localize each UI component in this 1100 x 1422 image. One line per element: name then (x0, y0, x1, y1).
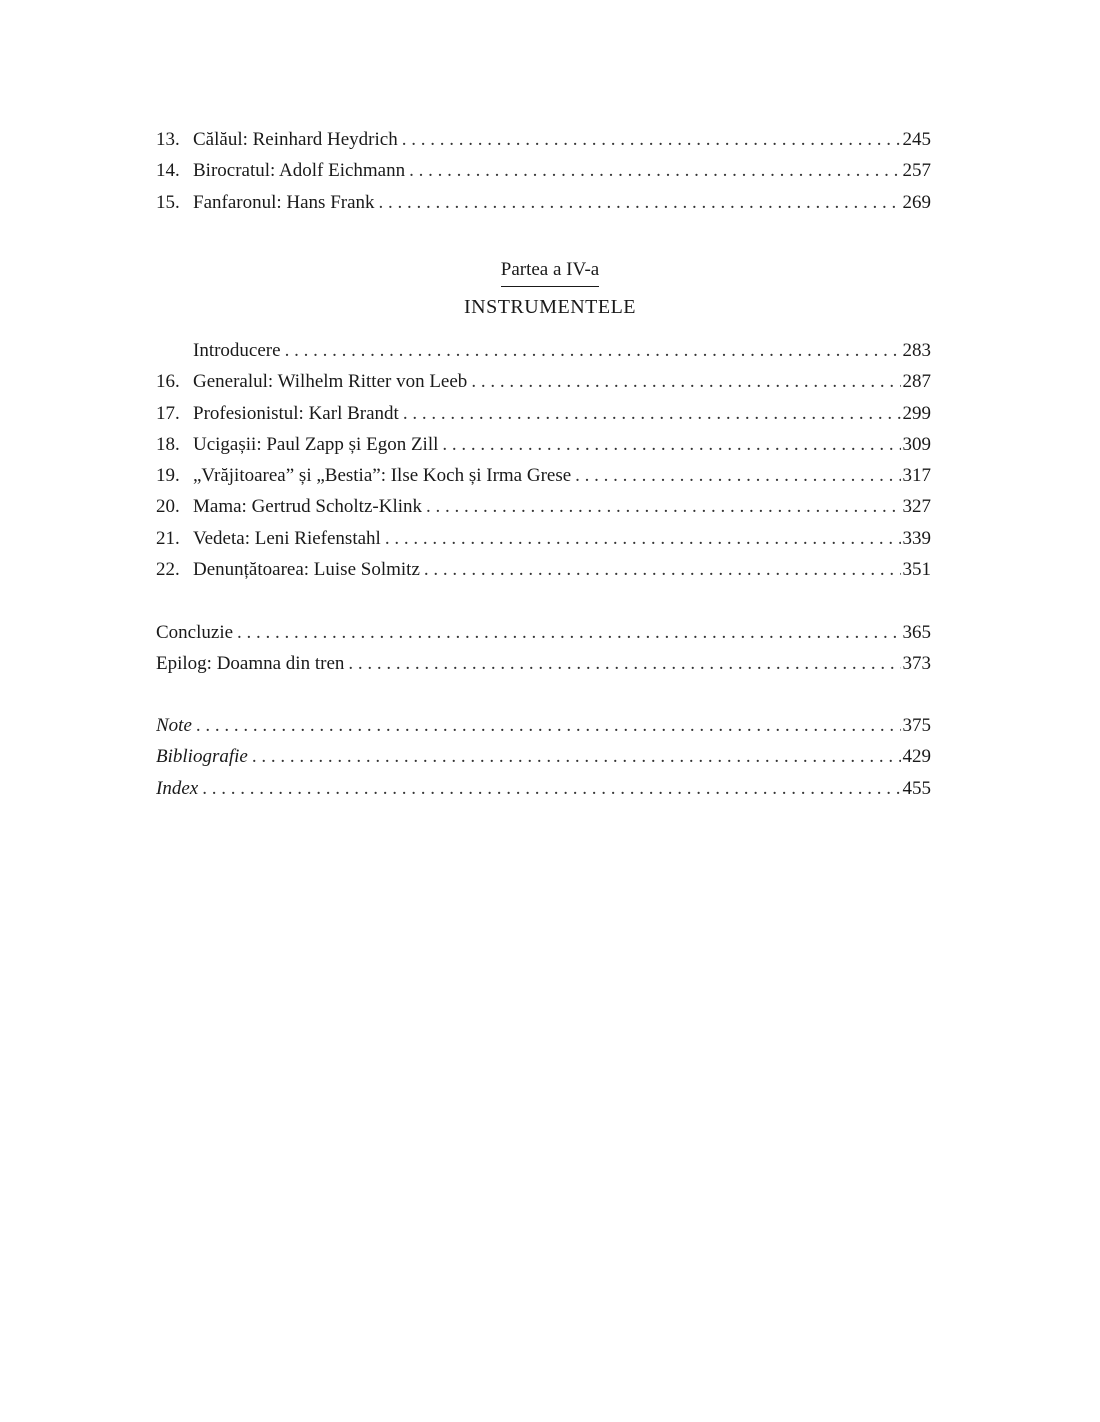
toc-entry-title: Concluzie (156, 622, 234, 643)
toc-entry (156, 335, 931, 366)
toc-entry-title: „Vrăjitoarea” și „Bestia”: Ilse Koch și Irma Grese (193, 465, 572, 487)
toc-entry (156, 155, 931, 186)
toc-entry (156, 187, 931, 218)
toc-leader-dots (575, 460, 900, 491)
toc-closing (156, 617, 931, 680)
toc-leader-dots (471, 366, 900, 397)
toc-entry-page: 299 (902, 402, 931, 424)
toc-entry-number: 18. (156, 433, 180, 455)
toc-entry (156, 710, 931, 741)
toc-entry-page: 429 (902, 746, 931, 768)
toc-leader-dots (285, 335, 901, 366)
toc-entry (156, 617, 931, 648)
toc-entry-page: 339 (902, 527, 931, 549)
toc-back-matter (156, 710, 931, 804)
toc-leader-dots (379, 187, 901, 218)
toc-leader-dots (409, 155, 900, 186)
toc-entry-number: 22. (156, 559, 180, 581)
toc-entry-page: 283 (902, 340, 931, 361)
toc-entry (156, 554, 931, 585)
toc-part-three-end (156, 124, 931, 218)
toc-entry-number: 16. (156, 371, 180, 393)
toc-leader-dots (442, 429, 900, 460)
toc-leader-dots (202, 773, 900, 804)
toc-entry-title: Profesionistul: Karl Brandt (193, 402, 399, 424)
part-title: INSTRUMENTELE (463, 296, 637, 318)
toc-entry-page: 365 (902, 622, 931, 643)
toc-entry-title: Index (156, 777, 199, 799)
toc-entry (156, 523, 931, 554)
toc-leader-dots (237, 617, 900, 648)
toc-entry-title: Ucigașii: Paul Zapp și Egon Zill (193, 433, 439, 455)
toc-entry (156, 741, 931, 772)
toc-entry-title: Vedeta: Leni Riefenstahl (193, 527, 381, 549)
toc-entry (156, 773, 931, 804)
toc-entry (156, 648, 931, 679)
toc-entry-page: 287 (902, 371, 931, 393)
toc-entry-number: 14. (156, 160, 180, 182)
toc-entry-title: Mama: Gertrud Scholtz-Klink (193, 496, 423, 518)
toc-entry-title: Bibliografie (156, 746, 248, 768)
toc-entry-number: 21. (156, 527, 180, 549)
toc-entry-title: Generalul: Wilhelm Ritter von Leeb (193, 371, 468, 393)
toc-entry-page: 455 (902, 777, 931, 799)
toc-entry-title: Birocratul: Adolf Eichmann (193, 160, 406, 182)
toc-entry (156, 366, 931, 397)
toc-entry (156, 124, 931, 155)
toc-leader-dots (424, 554, 901, 585)
toc-entry-page: 317 (902, 465, 931, 487)
toc-entry-page: 351 (902, 559, 931, 581)
toc-entry-number: 13. (156, 129, 180, 150)
toc-entry (156, 429, 931, 460)
toc-entry-title: Călăul: Reinhard Heydrich (193, 129, 398, 150)
toc-entry-number: 15. (156, 191, 180, 213)
toc-entry (156, 398, 931, 429)
toc-part-four (156, 335, 931, 585)
toc-entry-page: 257 (902, 160, 931, 182)
toc-leader-dots (403, 398, 901, 429)
toc-leader-dots (385, 523, 901, 554)
part-heading (0, 258, 1100, 320)
toc-entry-page: 245 (902, 129, 931, 150)
toc-entry-number: 19. (156, 465, 180, 487)
toc-entry-page: 327 (902, 496, 931, 518)
toc-entry (156, 491, 931, 522)
toc-entry (156, 460, 931, 491)
toc-leader-dots (348, 648, 900, 679)
toc-entry-title: Fanfaronul: Hans Frank (193, 191, 375, 213)
toc-leader-dots (196, 710, 901, 741)
toc-entry-page: 309 (902, 433, 931, 455)
toc-entry-number: 20. (156, 496, 180, 518)
toc-leader-dots (426, 491, 900, 522)
toc-entry-number: 17. (156, 402, 180, 424)
toc-leader-dots (252, 741, 901, 772)
toc-entry-title: Introducere (193, 340, 281, 361)
toc-entry-page: 373 (902, 653, 931, 675)
part-label: Partea a IV-a (501, 258, 599, 287)
toc-entry-page: 375 (902, 715, 931, 736)
toc-entry-title: Epilog: Doamna din tren (156, 653, 345, 675)
toc-entry-title: Denunțătoarea: Luise Solmitz (193, 559, 420, 581)
toc-entry-title: Note (156, 715, 192, 736)
toc-leader-dots (402, 124, 901, 155)
toc-entry-page: 269 (902, 191, 931, 213)
